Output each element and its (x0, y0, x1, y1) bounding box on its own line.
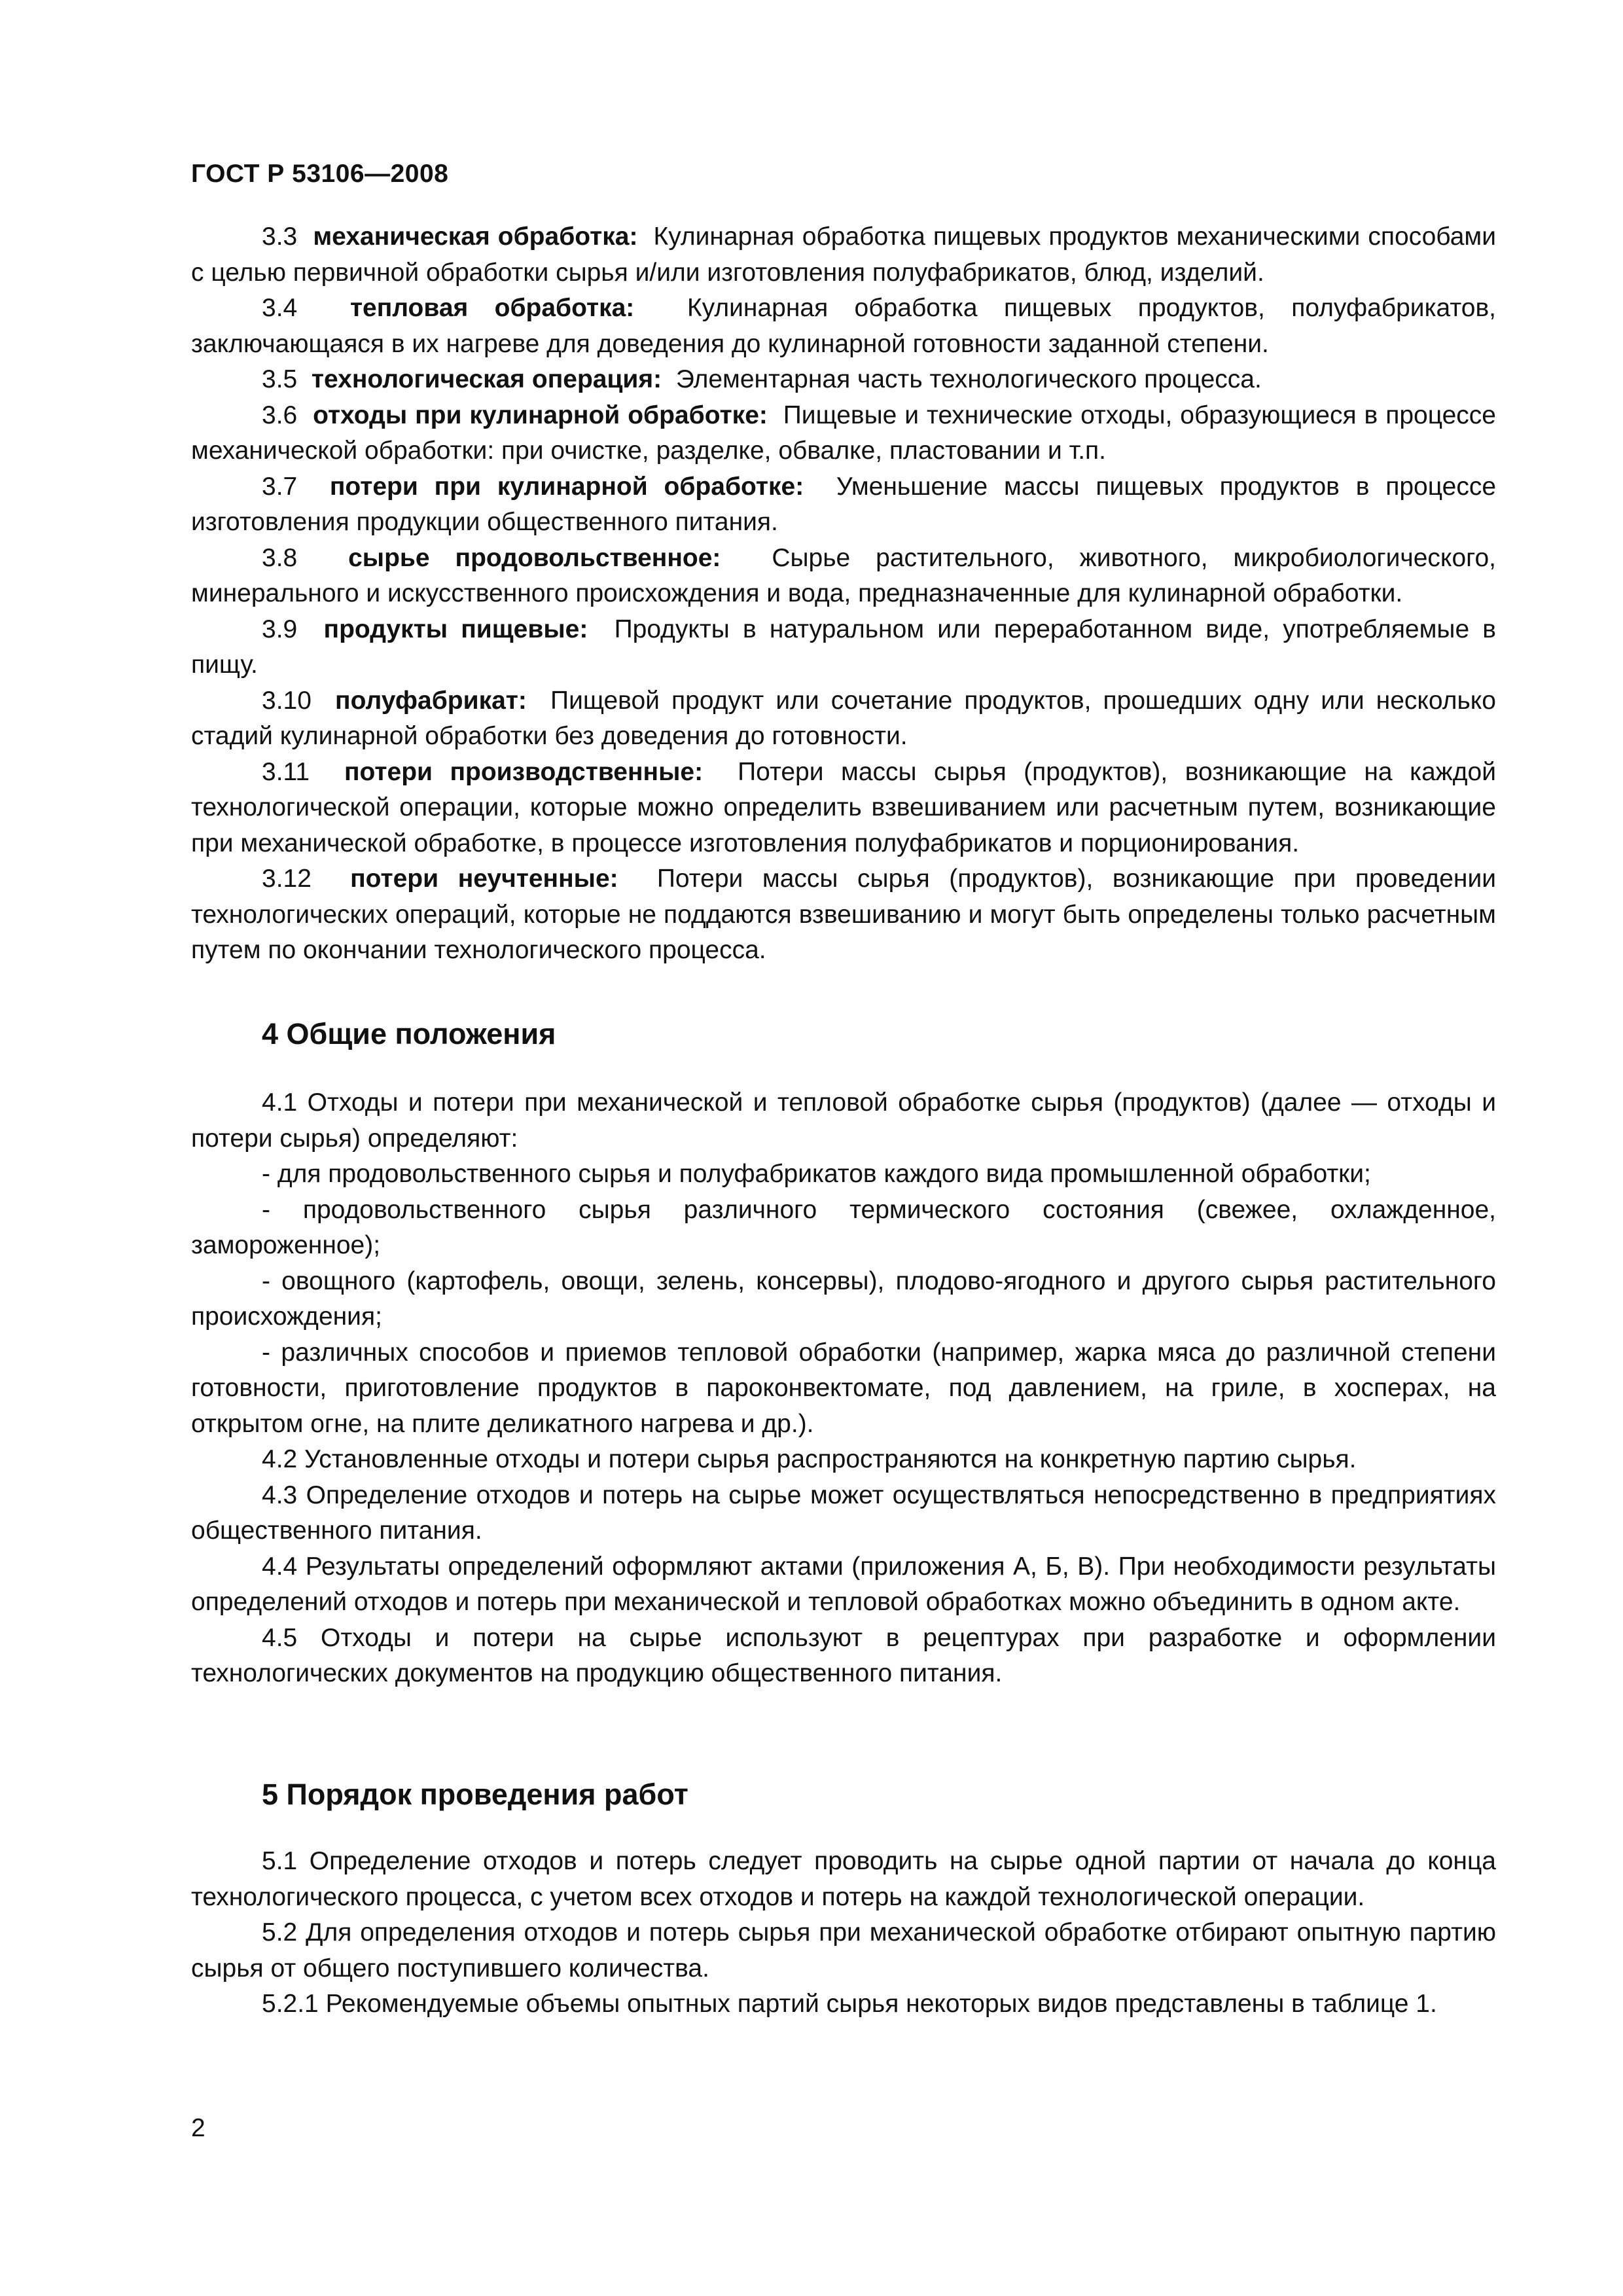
paragraph: 5.2.1 Рекомендуемые объемы опытных партий сырья некоторых видов представлены в таблице 1. (262, 1990, 1437, 2018)
paragraph: - для продовольственного сырья и полуфабрикатов каждого вида промышленной обработки; (262, 1160, 1371, 1188)
paragraph: - продовольственного сырья различного термического состояния (свежее, охлажденное, замороженное); (191, 1195, 1496, 1259)
term-paragraph: 3.4 тепловая обработка: Кулинарная обработка пищевых продуктов, полуфабрикатов, заключающаяся в их нагреве для доведения до кулинарной готовности заданной степени. (191, 294, 1496, 358)
section-4-heading: 4 Общие положения (262, 1017, 556, 1050)
terms-section (191, 219, 1496, 969)
paragraph: 5.2 Для определения отходов и потерь сырья при механической обработке отбирают опытную партию сырья от общего поступившего количества. (191, 1918, 1496, 1982)
paragraph: - овощного (картофель, овощи, зелень, консервы), плодово-ягодного и другого сырья растительного происхождения; (191, 1266, 1496, 1331)
section-4-body (191, 1085, 1496, 1692)
paragraph: 4.3 Определение отходов и потерь на сырье может осуществляться непосредственно в предприятиях общественного питания. (191, 1480, 1496, 1545)
document-header: ГОСТ Р 53106—2008 (191, 160, 449, 188)
paragraph: 5.1 Определение отходов и потерь следует проводить на сырье одной партии от начала до конца технологического процесса, с учетом всех отходов и потерь на каждой технологической операции. (191, 1847, 1496, 1911)
term-paragraph: 3.11 потери производственные: Потери массы сырья (продуктов), возникающие на каждой технологической операции, которые можно определить взвешиванием или расчетным путем, возникающие при механической обработке, в процессе изготовления полуфабрикатов и порционирования. (191, 757, 1496, 857)
paragraph: 4.4 Результаты определений оформляют актами (приложения А, Б, В). При необходимости результаты определений отходов и потерь при механической и тепловой обработках можно объединить в одном акте. (191, 1552, 1496, 1616)
term-paragraph: 3.3 механическая обработка: Кулинарная обработка пищевых продуктов механическими способами с целью первичной обработки сырья и/или изготовления полуфабрикатов, блюд, изделий. (191, 223, 1497, 287)
page-number: 2 (191, 2114, 205, 2142)
section-5-body (191, 1844, 1496, 2022)
paragraph: 4.2 Установленные отходы и потери сырья распространяются на конкретную партию сырья. (262, 1445, 1357, 1473)
paragraph: - различных способов и приемов тепловой обработки (например, жарка мяса до различной степени готовности, приготовление продуктов в пароконвектомате, под давлением, на гриле, в хосперах, на открытом огне, на плите деликатного нагрева и др.). (191, 1338, 1496, 1438)
term-paragraph: 3.7 потери при кулинарной обработке: Уменьшение массы пищевых продуктов в процессе изготовления продукции общественного питания. (191, 472, 1497, 536)
section-5-heading: 5 Порядок проведения работ (262, 1778, 688, 1811)
paragraph: 4.1 Отходы и потери при механической и тепловой обработке сырья (продуктов) (далее — отходы и потери сырья) определяют: (191, 1088, 1496, 1153)
term-paragraph: 3.6 отходы при кулинарной обработке: Пищевые и технические отходы, образующиеся в процессе механической обработки: при очистке, разделке, обвалке, пластовании и т.п. (191, 401, 1496, 465)
term-paragraph: 3.9 продукты пищевые: Продукты в натуральном или переработанном виде, употребляемые в пищу. (191, 615, 1497, 679)
term-paragraph: 3.8 сырье продовольственное: Сырье растительного, животного, микробиологического, минерального и искусственного происхождения и вода, предназначенные для кулинарной обработки. (191, 543, 1497, 607)
term-paragraph: 3.10 полуфабрикат: Пищевой продукт или сочетание продуктов, прошедших одну или несколько стадий кулинарной обработки без доведения до готовности. (191, 686, 1496, 750)
paragraph: 4.5 Отходы и потери на сырье используют в рецептурах при разработке и оформлении технологических документов на продукцию общественного питания. (191, 1623, 1496, 1687)
term-paragraph: 3.5 технологическая операция: Элементарная часть технологического процесса. (262, 365, 1262, 393)
term-paragraph: 3.12 потери неучтенные: Потери массы сырья (продуктов), возникающие при проведении технологических операций, которые не поддаются взвешиванию и могут быть определены только расчетным путем по окончании технологического процесса. (191, 865, 1497, 964)
